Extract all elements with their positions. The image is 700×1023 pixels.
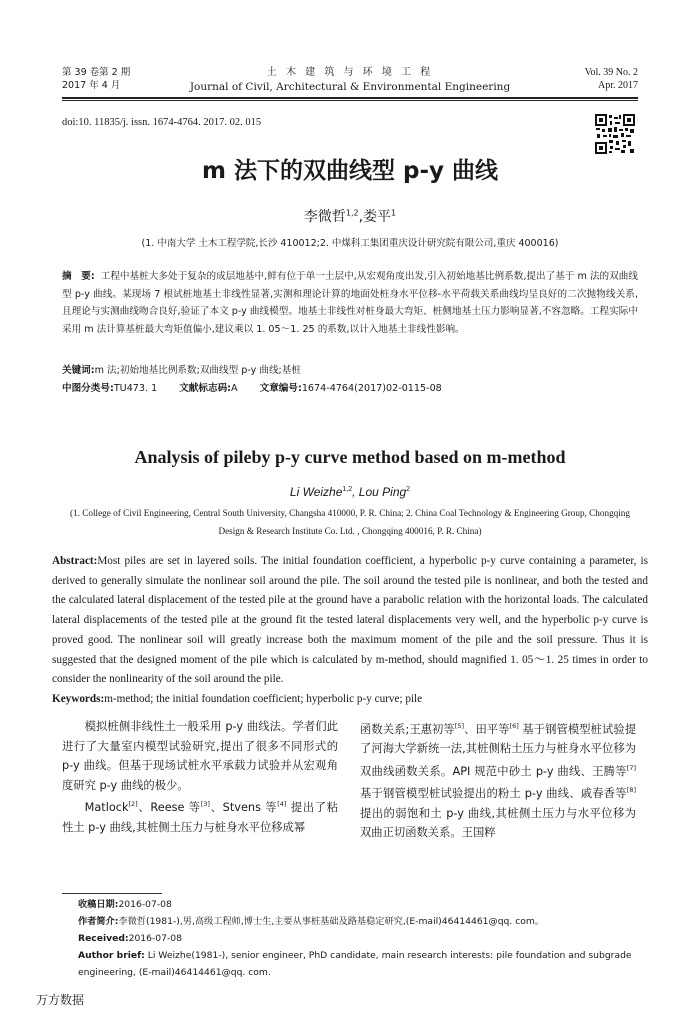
abstract-en-text: Most piles are set in layered soils. The initial foundation coefficient, a hyperbolic p-y curve containing a parameter, is derived to generally simulate the nonlinear soil around the pile. The soil around the tested pile is nonlinear, and both the tested and the calculated lateral displacement of the tested pile at the ground have a parabolic relation with the horizontal loads. The calculated lateral displacements of the tested pile at the ground fit the tested lateral displacements very well, and the hyperbolic p-y curve is proved good. The nonlinear soil will greatly increase both the maximum moment of the pile and the soil pressure. Thus it is suggested that the designed moment of the pile which is calculated by m-method, should magnified 1. 05～1. 25 times in order to consider the nonlinearity of the soil around the pile. xyxy=(52,555,648,686)
keywords-en-label: Keywords: xyxy=(52,693,105,705)
keywords-cn xyxy=(62,362,638,379)
abstract-en xyxy=(52,552,648,690)
body-left-paragraph-2: Matlock[2]、Reese 等[3]、Stvens 等[4] 提出了粘性土 p-y 曲线,其桩侧土压力与桩身水平位移成幂 xyxy=(62,800,339,834)
author-en-2-sup: 2 xyxy=(406,486,411,493)
journal-name-cn: 土 木 建 筑 与 环 境 工 程 xyxy=(266,67,434,78)
body-left-paragraph-1: 模拟桩侧非线性土一般采用 p-y 曲线法。学者们此进行了大量室内模型试验研究,提出了很多不同形式的 p-y 曲线。但基于现场试桩水平承载力试验并从宏观角度研究 p-y 曲线的极少。 xyxy=(62,720,338,792)
abstract-cn-text: 工程中基桩大多处于复杂的成层地基中,鲜有位于单一土层中,从宏观角度出发,引入初始地基比例系数,提出了基于 m 法的双曲线型 p-y 曲线。某现场 7 根试桩地基土非线性显著,实测和理论计算的地面处桩身水平位移-水平荷载关系曲线均呈良好的二次抛物线关系,且理论与实测曲线吻合良好,验证了本文 p-y 曲线模型。地基土非线性对桩身最大弯矩、桩侧地基土压力影响显著,不容忽略。工程实际中采用 m 法计算基桩最大弯矩值偏小,建议乘以 1. 05～1. 25 的系数,以计入地基土非线性影响。 xyxy=(62,271,638,335)
footnote-author-en: Author brief: Li Weizhe(1981-), senior engineer, PhD candidate, main research interests: pile foundation and subgrade engineering, (E-mail)46414461@qq. com. xyxy=(78,950,632,978)
doc-code-label: 文献标志码: xyxy=(179,383,232,394)
volume-cn: 第 39 卷第 2 期 xyxy=(62,67,131,78)
journal-name-en: Journal of Civil, Architectural & Environmental Engineering xyxy=(189,81,511,93)
volume-en: Vol. 39 No. 2 xyxy=(584,67,638,78)
footnote-received-cn: 收稿日期:2016-07-08 xyxy=(78,899,172,910)
keywords-cn-label: 关键词: xyxy=(62,365,95,376)
citation-ref: [7] xyxy=(626,763,636,772)
journal-header xyxy=(62,66,638,96)
classification-line xyxy=(62,380,638,397)
affiliation-en: (1. College of Civil Engineering, Central South University, Changsha 410000, P. R. China; 2. China Coal Technology & Engineering Group, Chongqing Design & Research Institute Co. Ltd. , Chongqing 400016, P. R. China) xyxy=(70,508,630,536)
body-column-left xyxy=(62,717,338,837)
keywords-en-text: m-method; the initial foundation coefficient; hyperbolic p-y curve; pile xyxy=(104,693,423,705)
authors-en xyxy=(0,485,700,499)
header-center xyxy=(62,66,638,94)
clc-value: TU473. 1 xyxy=(113,383,158,394)
author-cn-2-sup: 1 xyxy=(391,208,397,218)
authors-cn xyxy=(0,206,700,226)
body-right-paragraph: 函数关系;王惠初等[5]、田平等[6] 基于钢管模型桩试验提了河海大学新统一法,其桩侧粘土压力与桩身水平位移为双曲线函数关系。API 规范中砂土 p-y 曲线、王腾等[7] 基于钢管模型桩试验提出的粉土 p-y 曲线、戚春香等[8] 提出的弱饱和土 p-y 曲线,其桩侧土压力与水平位移为双曲正切函数关系。王国粹 xyxy=(360,722,636,840)
footnote-author-cn: 作者简介:李微哲(1981-),男,高级工程师,博士生,主要从事桩基础及路基稳定研究,(E-mail)46414461@qq. com。 xyxy=(78,916,545,927)
author-cn-1: 李微哲 xyxy=(303,209,346,225)
footnote-rule xyxy=(62,893,162,894)
author-sep-cn: , xyxy=(358,209,364,225)
doc-code-value: A xyxy=(231,383,238,394)
citation-ref: [4] xyxy=(277,800,287,809)
abstract-cn xyxy=(62,268,638,338)
date-cn: 2017 年 4 月 xyxy=(62,80,121,91)
affiliation-cn: (1. 中南大学 土木工程学院,长沙 410012;2. 中煤科工集团重庆设计研究院有限公司,重庆 400016) xyxy=(141,238,559,249)
footnote-received-en: Received:2016-07-08 xyxy=(78,933,183,944)
clc-label: 中图分类号: xyxy=(62,383,114,394)
author-en-1: Li Weizhe xyxy=(289,485,343,499)
citation-ref: [3] xyxy=(200,800,210,809)
author-sep-en: , xyxy=(352,485,359,499)
citation-ref: [5] xyxy=(454,722,465,730)
citation-ref: [6] xyxy=(509,722,519,730)
keywords-cn-text: m 法;初始地基比例系数;双曲线型 p-y 曲线;基桩 xyxy=(94,365,301,376)
author-en-1-sup: 1,2 xyxy=(342,486,353,493)
doi: doi:10. 11835/j. issn. 1674-4764. 2017. 02. 015 xyxy=(62,117,262,128)
author-cn-1-sup: 1,2 xyxy=(345,208,359,218)
article-number-value: 1674-4764(2017)02-0115-08 xyxy=(301,383,442,394)
article-number-label: 文章编号: xyxy=(259,383,302,394)
abstract-en-label: Abstract: xyxy=(52,555,98,567)
header-right xyxy=(585,66,638,92)
title-cn: m 法下的双曲线型 p-y 曲线 xyxy=(202,158,498,184)
author-cn-2: 娄平 xyxy=(363,209,392,225)
author-en-2: Lou Ping xyxy=(358,485,407,499)
header-rule-thin xyxy=(62,100,638,101)
keywords-en xyxy=(52,690,648,709)
date-en: Apr. 2017 xyxy=(598,80,638,91)
qr-code-icon xyxy=(595,114,635,154)
body-column-right xyxy=(360,717,636,843)
header-rule-thick xyxy=(62,97,638,99)
citation-ref: [2] xyxy=(128,800,138,809)
abstract-cn-label: 摘 要: xyxy=(62,271,95,282)
citation-ref: [8] xyxy=(626,786,636,795)
watermark: 万方数据 xyxy=(36,993,85,1007)
title-en: Analysis of pileby p-y curve method based on m-method xyxy=(134,447,566,467)
